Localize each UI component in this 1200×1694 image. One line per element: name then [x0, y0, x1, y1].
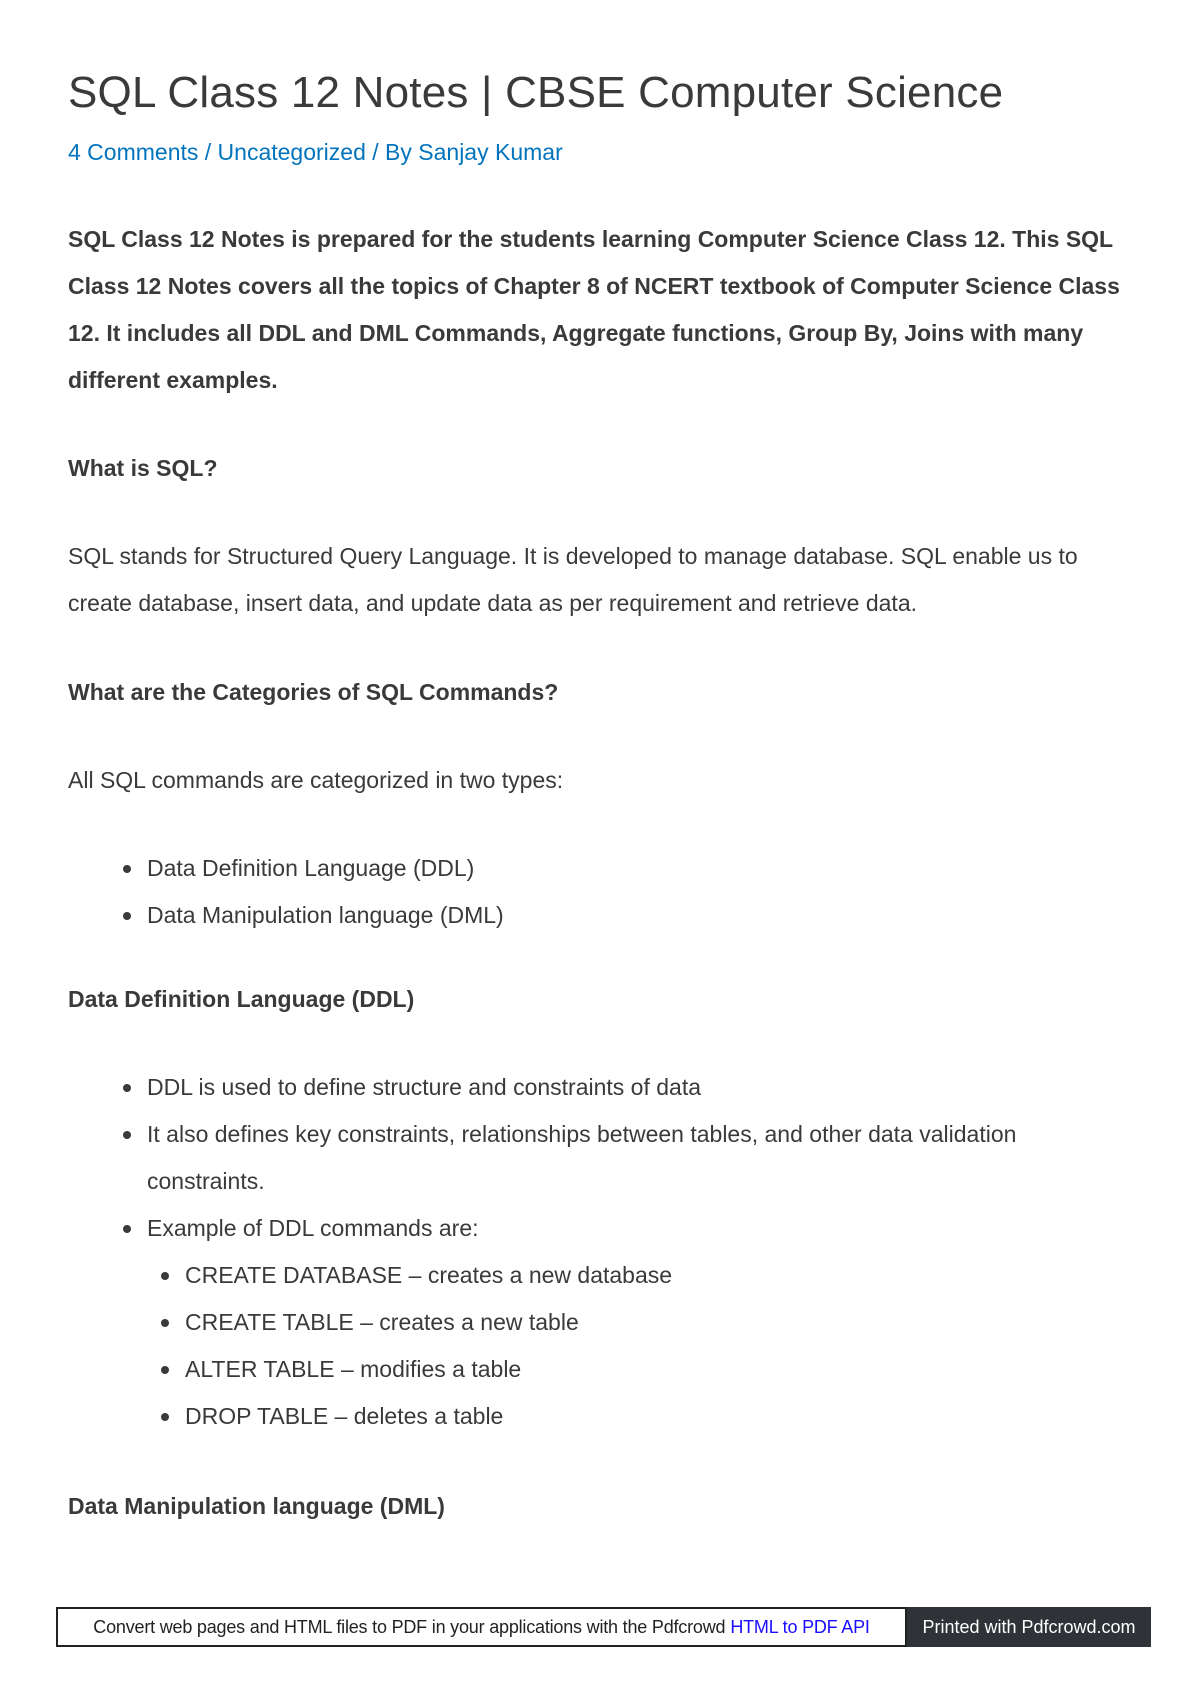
paragraph-what-is-sql: SQL stands for Structured Query Language. It is developed to manage database. SQL enable us to create database, insert data, and update data as per requirement and retrieve data. — [68, 543, 1078, 616]
meta-by: By — [385, 139, 419, 165]
comments-link[interactable]: 4 Comments — [68, 139, 199, 165]
footer-text: Convert web pages and HTML files to PDF in your applications with the Pdfcrowd — [93, 1616, 726, 1637]
author-link[interactable]: Sanjay Kumar — [418, 139, 563, 165]
page-title: SQL Class 12 Notes | CBSE Computer Science — [68, 68, 1004, 117]
printed-with-badge[interactable]: Printed with Pdfcrowd.com — [907, 1607, 1151, 1647]
list-item-label: Example of DDL commands are: — [147, 1215, 479, 1241]
list-item: CREATE DATABASE – creates a new database — [185, 1252, 1138, 1299]
ddl-commands-list — [185, 1252, 1138, 1440]
paragraph-categories: All SQL commands are categorized in two types: — [68, 767, 564, 793]
list-item: DROP TABLE – deletes a table — [185, 1393, 1138, 1440]
heading-categories: What are the Categories of SQL Commands? — [68, 679, 559, 705]
list-item: It also defines key constraints, relationships between tables, and other data validation constraints. — [147, 1111, 1138, 1205]
article — [68, 62, 1138, 1530]
list-item: Data Manipulation language (DML) — [147, 892, 1138, 939]
list-item: DDL is used to define structure and constraints of data — [147, 1064, 1138, 1111]
list-item: ALTER TABLE – modifies a table — [185, 1346, 1138, 1393]
categories-list — [147, 845, 1138, 939]
ddl-list — [147, 1064, 1138, 1440]
heading-ddl: Data Definition Language (DDL) — [68, 986, 415, 1012]
list-item: CREATE TABLE – creates a new table — [185, 1299, 1138, 1346]
heading-dml: Data Manipulation language (DML) — [68, 1493, 445, 1519]
list-item: Data Definition Language (DDL) — [147, 845, 1138, 892]
category-link[interactable]: Uncategorized — [217, 139, 366, 165]
meta-separator: / — [372, 139, 386, 165]
list-item — [147, 1205, 1138, 1440]
footer-left — [56, 1607, 907, 1647]
meta-separator: / — [204, 139, 218, 165]
pdfcrowd-footer — [56, 1607, 1151, 1647]
intro-paragraph: SQL Class 12 Notes is prepared for the students learning Computer Science Class 12. This SQL Class 12 Notes covers all the topics of Chapter 8 of NCERT textbook of Computer Science Class 12. It includes all DDL and DML Commands, Aggregate functions, Group By, Joins with many different examples. — [68, 226, 1120, 393]
html-to-pdf-api-link[interactable]: HTML to PDF API — [730, 1616, 870, 1637]
heading-what-is-sql: What is SQL? — [68, 455, 218, 481]
post-meta — [68, 136, 1138, 168]
